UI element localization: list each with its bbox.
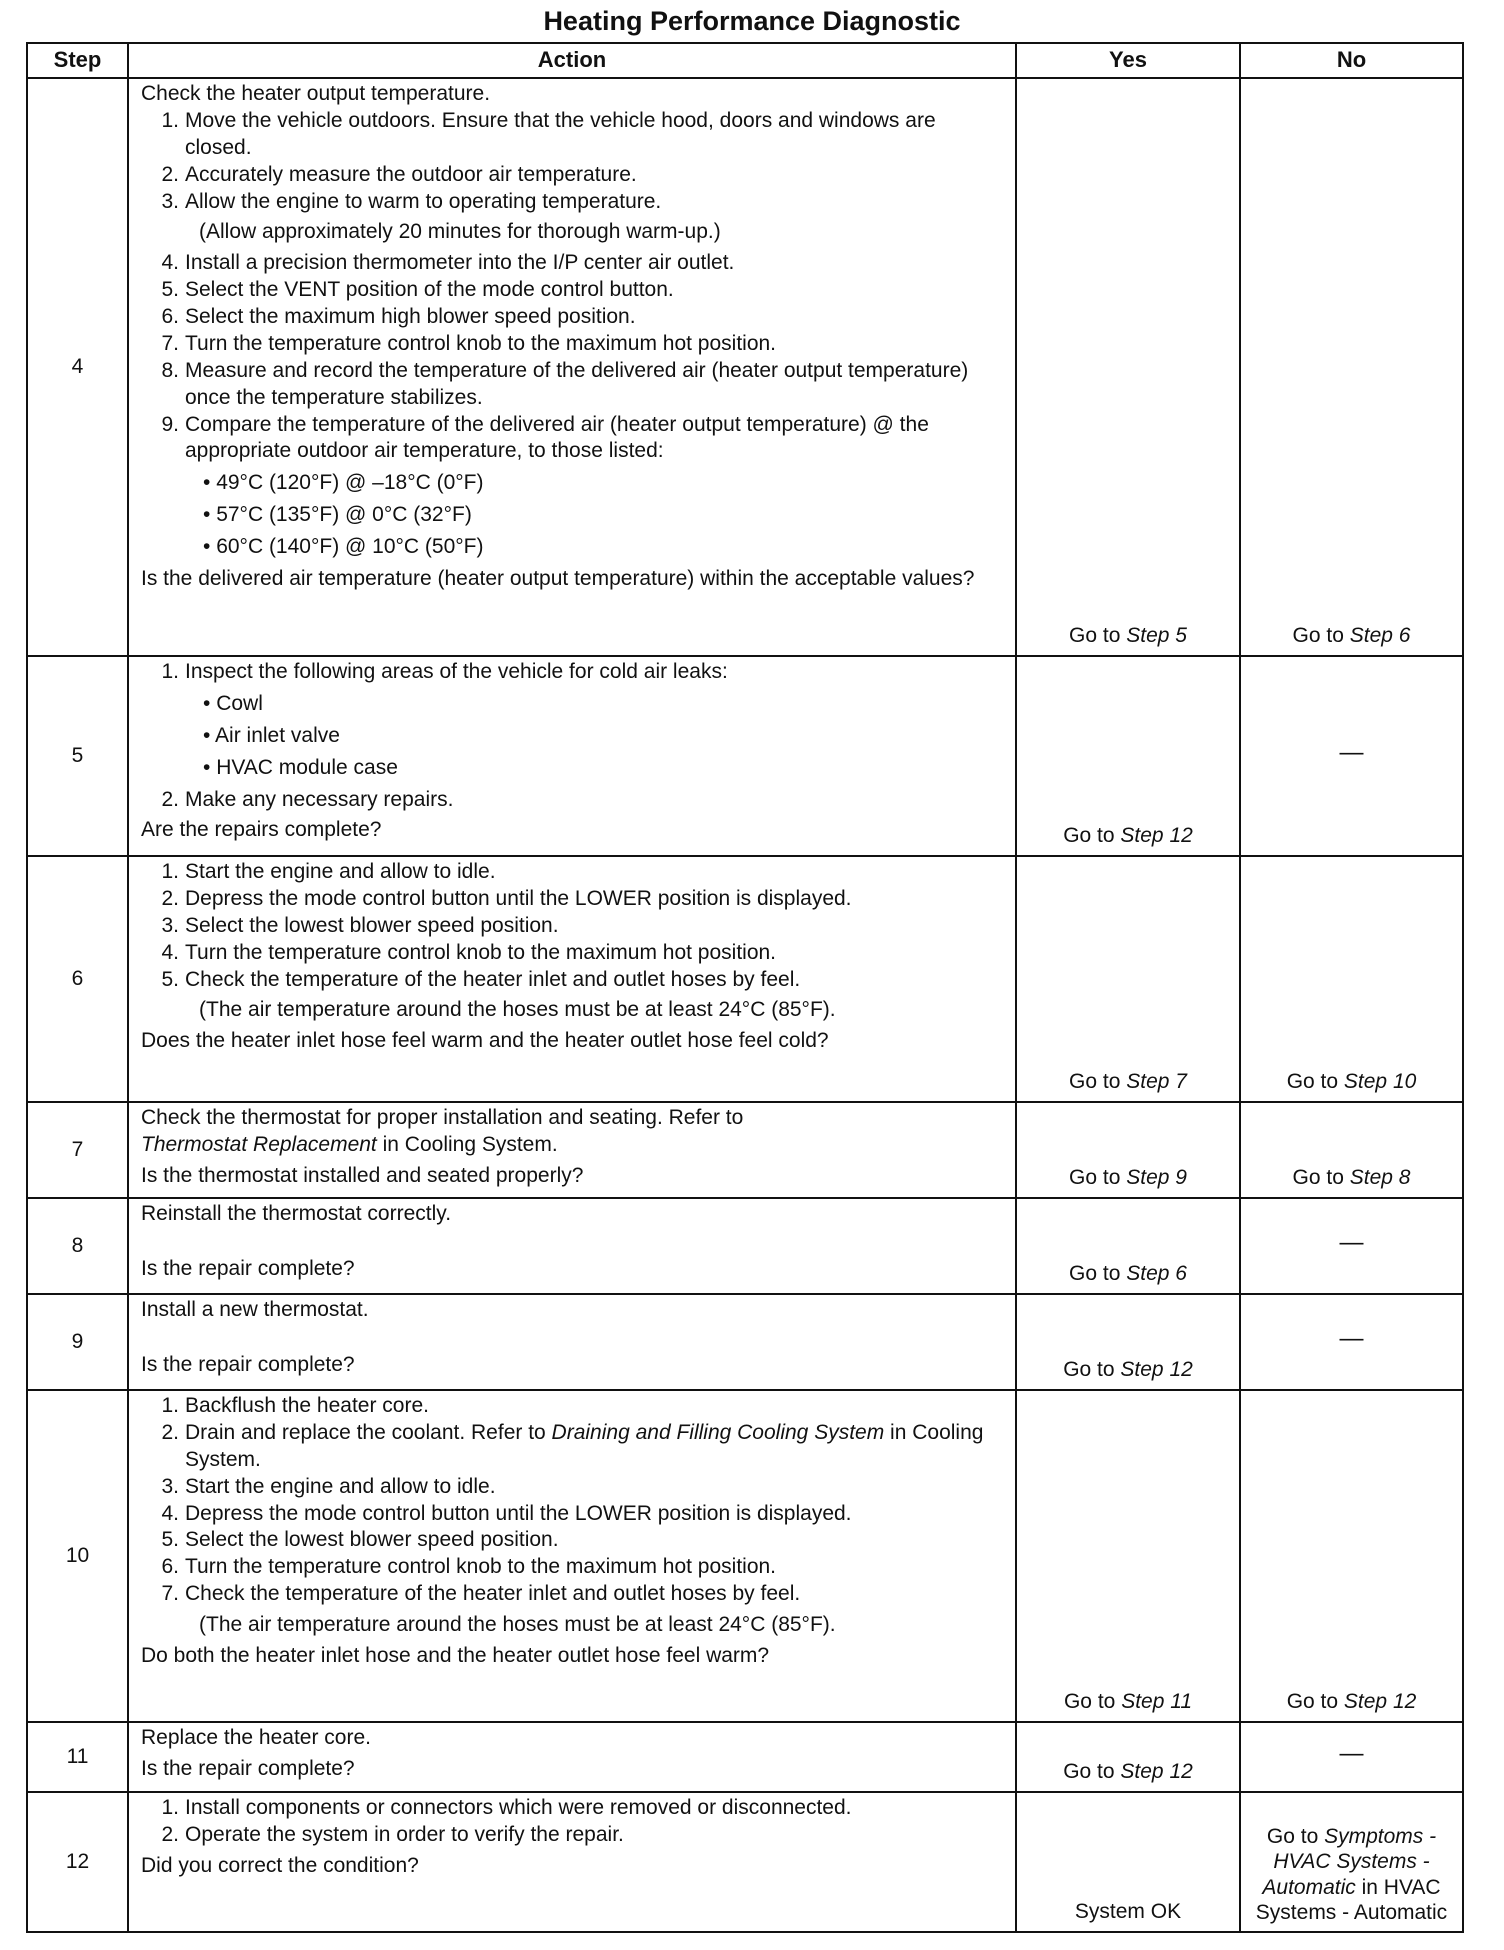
table-row bbox=[27, 78, 1463, 656]
action-cell bbox=[128, 1102, 1016, 1198]
step-reference: Step 9 bbox=[1126, 1166, 1187, 1190]
list-item: 2. Operate the system in order to verify the repair. bbox=[161, 1822, 624, 1846]
action-question: Did you correct the condition? bbox=[141, 1853, 419, 1877]
no-cell: Go to Step 6 bbox=[1240, 78, 1463, 656]
yes-cell: Go to Step 5 bbox=[1016, 78, 1240, 656]
step-reference: Step 12 bbox=[1120, 824, 1193, 848]
step-reference: Step 8 bbox=[1349, 1166, 1411, 1190]
action-question: Is the thermostat installed and seated properly? bbox=[141, 1163, 584, 1187]
action-question: Do both the heater inlet hose and the heater outlet hose feel warm? bbox=[141, 1643, 770, 1667]
list-item: 1. Inspect the following areas of the vehicle for cold air leaks: bbox=[161, 660, 728, 683]
list-item: 1. Move the vehicle outdoors. Ensure that the vehicle hood, doors and windows are closed. bbox=[161, 108, 936, 159]
action-cell bbox=[128, 1722, 1016, 1792]
header-row bbox=[27, 43, 1463, 78]
bullet-item: • Cowl bbox=[203, 691, 1005, 718]
table-row bbox=[27, 1792, 1463, 1932]
action-text: Install a new thermostat. bbox=[141, 1298, 369, 1321]
no-cell: — bbox=[1240, 1294, 1463, 1390]
list-item: 2. Accurately measure the outdoor air temperature. bbox=[161, 162, 637, 186]
no-cell: Go to Symptoms - HVAC Systems - Automatic in HVAC Systems - Automatic bbox=[1240, 1792, 1463, 1932]
step-reference: Step 12 bbox=[1120, 1760, 1193, 1784]
bullet-item: • HVAC module case bbox=[203, 755, 1005, 782]
list-item: 9. Compare the temperature of the delivered air (heater output temperature) @ the appropriate outdoor air temperature, to those listed: bbox=[161, 412, 929, 463]
action-list bbox=[141, 1795, 1005, 1849]
action-cell bbox=[128, 1294, 1016, 1390]
step-number: 11 bbox=[27, 1722, 128, 1792]
list-item: 2. Make any necessary repairs. bbox=[161, 787, 454, 811]
header-step: Step bbox=[27, 43, 128, 78]
list-item: 5. Select the lowest blower speed position. bbox=[161, 1528, 559, 1552]
table-row bbox=[27, 1390, 1463, 1722]
list-item: 4. Depress the mode control button until the LOWER position is displayed. bbox=[161, 1501, 852, 1525]
step-reference: Step 10 bbox=[1343, 1070, 1417, 1094]
action-text: Reinstall the thermostat correctly. bbox=[141, 1202, 452, 1225]
list-item: 3. Allow the engine to warm to operating temperature. bbox=[161, 189, 662, 213]
step-reference: Step 11 bbox=[1121, 1690, 1193, 1714]
diagnostic-table bbox=[26, 42, 1464, 1933]
step-number: 7 bbox=[27, 1102, 128, 1198]
table-row bbox=[27, 1198, 1463, 1294]
action-question: Are the repairs complete? bbox=[141, 818, 382, 842]
list-item: 7. Turn the temperature control knob to the maximum hot position. bbox=[161, 331, 777, 355]
table-row bbox=[27, 1102, 1463, 1198]
action-cell bbox=[128, 78, 1016, 656]
list-item: 5. Select the VENT position of the mode control button. bbox=[161, 278, 674, 302]
action-note: (Allow approximately 20 minutes for thorough warm-up.) bbox=[199, 220, 721, 244]
action-question: Is the delivered air temperature (heater output temperature) within the acceptable values? bbox=[141, 566, 975, 590]
list-item: 2. Depress the mode control button until the LOWER position is displayed. bbox=[161, 886, 852, 910]
list-item: 1. Install components or connectors which were removed or disconnected. bbox=[161, 1796, 852, 1819]
no-cell: Go to Step 8 bbox=[1240, 1102, 1463, 1198]
step-number: 9 bbox=[27, 1294, 128, 1390]
step-reference: Step 5 bbox=[1126, 624, 1187, 648]
yes-cell: Go to Step 9 bbox=[1016, 1102, 1240, 1198]
list-item: 3. Select the lowest blower speed position. bbox=[161, 913, 559, 937]
list-item: 1. Start the engine and allow to idle. bbox=[161, 860, 496, 883]
action-list bbox=[141, 787, 1005, 814]
step-number: 10 bbox=[27, 1390, 128, 1722]
action-text: Check the thermostat for proper installation and seating. Refer to Thermostat Replacement in Cooling System. bbox=[141, 1106, 744, 1156]
action-note: (The air temperature around the hoses must be at least 24°C (85°F). bbox=[199, 998, 836, 1022]
step-reference: Step 12 bbox=[1120, 1358, 1193, 1382]
yes-cell: Go to Step 12 bbox=[1016, 656, 1240, 856]
yes-cell: Go to Step 11 bbox=[1016, 1390, 1240, 1722]
bullet-list bbox=[141, 470, 1005, 561]
table-row bbox=[27, 1294, 1463, 1390]
no-cell: — bbox=[1240, 656, 1463, 856]
list-item: 2. Drain and replace the coolant. Refer to Draining and Filling Cooling System in Cooling System. bbox=[161, 1420, 984, 1471]
list-item: 7. Check the temperature of the heater inlet and outlet hoses by feel. bbox=[161, 1582, 801, 1606]
action-cell bbox=[128, 1792, 1016, 1932]
list-item: 6. Turn the temperature control knob to the maximum hot position. bbox=[161, 1555, 777, 1579]
list-item: 6. Select the maximum high blower speed position. bbox=[161, 305, 636, 328]
bullet-item: • 60°C (140°F) @ 10°C (50°F) bbox=[203, 534, 1005, 561]
action-question: Is the repair complete? bbox=[141, 1756, 355, 1780]
action-cell bbox=[128, 656, 1016, 856]
action-question: Does the heater inlet hose feel warm and the heater outlet hose feel cold? bbox=[141, 1029, 829, 1053]
bullet-item: • Air inlet valve bbox=[203, 723, 1005, 750]
no-cell: Go to Step 12 bbox=[1240, 1390, 1463, 1722]
list-item: 4. Turn the temperature control knob to the maximum hot position. bbox=[161, 940, 777, 964]
header-action: Action bbox=[128, 43, 1016, 78]
action-question: Is the repair complete? bbox=[141, 1256, 355, 1280]
yes-cell: Go to Step 12 bbox=[1016, 1722, 1240, 1792]
yes-cell: Go to Step 12 bbox=[1016, 1294, 1240, 1390]
table-row bbox=[27, 656, 1463, 856]
action-text: Replace the heater core. bbox=[141, 1726, 371, 1749]
bullet-list bbox=[141, 691, 1005, 782]
step-reference: Step 6 bbox=[1126, 1262, 1187, 1286]
yes-cell: Go to Step 6 bbox=[1016, 1198, 1240, 1294]
no-cell: — bbox=[1240, 1722, 1463, 1792]
action-intro: Check the heater output temperature. bbox=[141, 82, 491, 105]
step-number: 6 bbox=[27, 856, 128, 1102]
action-list bbox=[141, 659, 1005, 686]
section-reference: Thermostat Replacement bbox=[141, 1132, 377, 1156]
step-number: 12 bbox=[27, 1792, 128, 1932]
step-reference: Step 12 bbox=[1343, 1690, 1417, 1714]
list-item: 8. Measure and record the temperature of the delivered air (heater output temperature) once the temperature stabilizes. bbox=[161, 358, 969, 409]
list-item: 1. Backflush the heater core. bbox=[161, 1394, 429, 1417]
step-reference: Step 7 bbox=[1126, 1070, 1187, 1094]
header-yes: Yes bbox=[1016, 43, 1240, 78]
step-number: 5 bbox=[27, 656, 128, 856]
action-question: Is the repair complete? bbox=[141, 1352, 355, 1376]
step-reference: Step 6 bbox=[1349, 624, 1411, 648]
action-list bbox=[141, 859, 1005, 993]
table-row bbox=[27, 856, 1463, 1102]
section-reference: Symptoms - HVAC Systems - Automatic bbox=[1262, 1824, 1437, 1899]
action-cell bbox=[128, 1390, 1016, 1722]
yes-cell: System OK bbox=[1016, 1792, 1240, 1932]
table-row bbox=[27, 1722, 1463, 1792]
bullet-item: • 49°C (120°F) @ –18°C (0°F) bbox=[203, 470, 1005, 497]
list-item: 4. Install a precision thermometer into the I/P center air outlet. bbox=[161, 251, 735, 275]
action-list bbox=[141, 1393, 1005, 1608]
page-title: Heating Performance Diagnostic bbox=[543, 6, 961, 36]
list-item: 5. Check the temperature of the heater inlet and outlet hoses by feel. bbox=[161, 967, 801, 991]
section-reference: Draining and Filling Cooling System bbox=[551, 1420, 885, 1444]
no-cell: — bbox=[1240, 1198, 1463, 1294]
action-note: (The air temperature around the hoses must be at least 24°C (85°F). bbox=[199, 1613, 836, 1636]
step-number: 4 bbox=[27, 78, 128, 656]
bullet-item: • 57°C (135°F) @ 0°C (32°F) bbox=[203, 502, 1005, 529]
step-number: 8 bbox=[27, 1198, 128, 1294]
header-no: No bbox=[1240, 43, 1463, 78]
action-list bbox=[141, 108, 1005, 216]
yes-cell: Go to Step 7 bbox=[1016, 856, 1240, 1102]
action-list bbox=[141, 250, 1005, 465]
action-cell bbox=[128, 1198, 1016, 1294]
action-cell bbox=[128, 856, 1016, 1102]
no-cell: Go to Step 10 bbox=[1240, 856, 1463, 1102]
list-item: 3. Start the engine and allow to idle. bbox=[161, 1474, 496, 1498]
